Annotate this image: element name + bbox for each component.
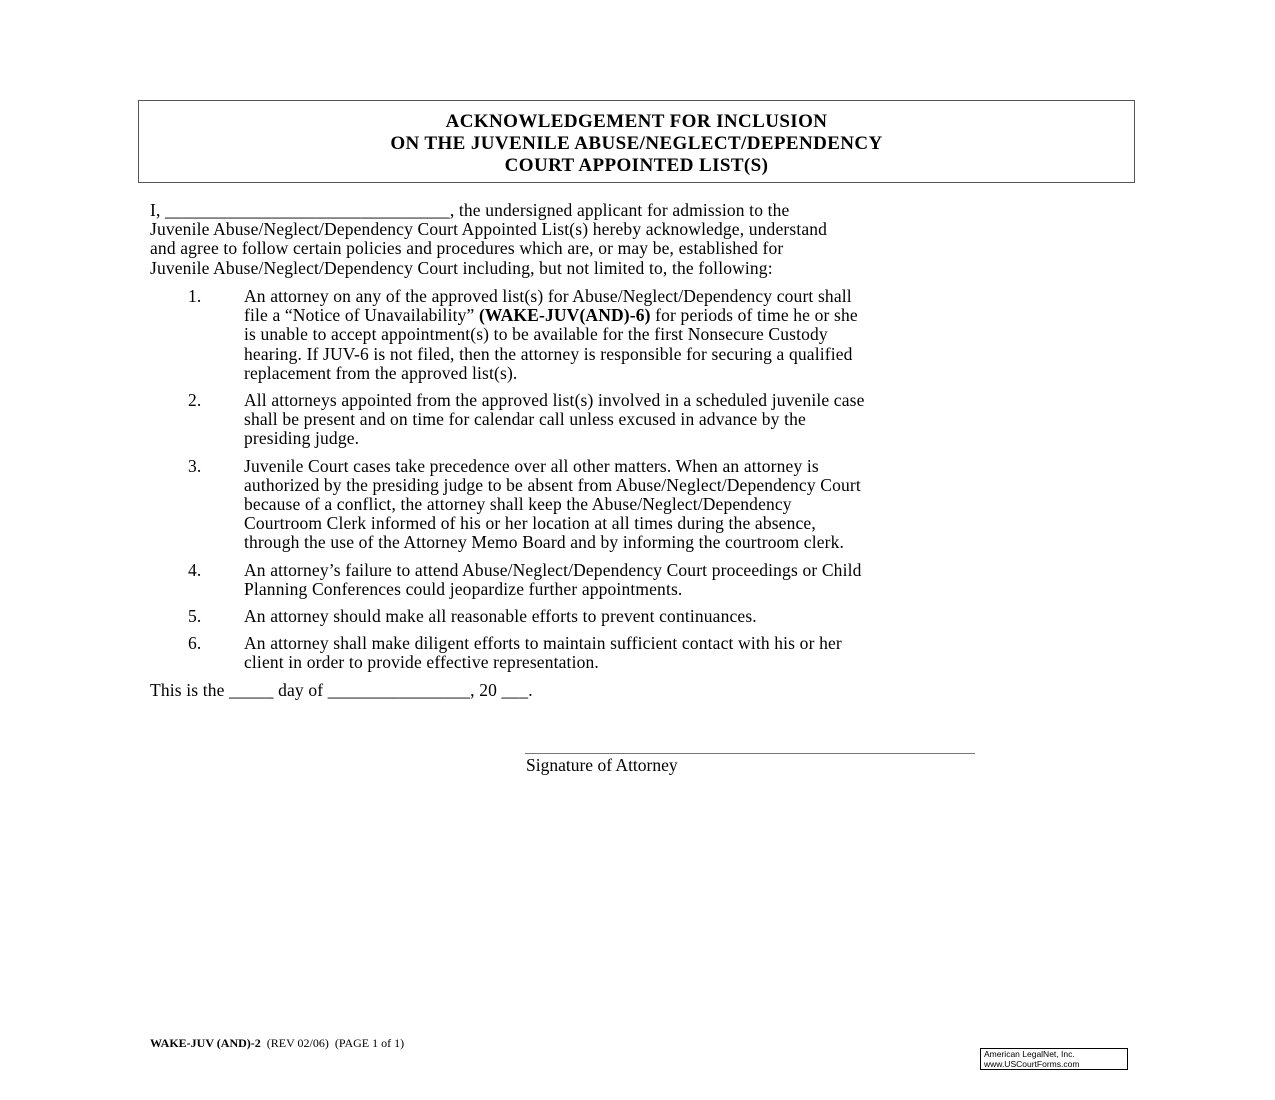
- policy-item-line: through the use of the Attorney Memo Board and by informing the courtroom clerk.: [244, 532, 845, 553]
- intro-line-2: Juvenile Abuse/Neglect/Dependency Court Appointed List(s) hereby acknowledge, understand: [150, 219, 828, 240]
- policy-item-line: Planning Conferences could jeopardize further appointments.: [244, 578, 683, 599]
- policy-item-number: 6.: [188, 633, 202, 654]
- policy-item-4: [150, 561, 1130, 599]
- intro-line-3: and agree to follow certain policies and procedures which are, or may be, established for: [150, 238, 784, 259]
- form-title-box: [138, 100, 1135, 183]
- policy-item-text: file a “Notice of Unavailability”: [244, 305, 479, 326]
- policy-item-1: [150, 287, 1130, 383]
- policy-item-line: presiding judge.: [244, 428, 360, 449]
- publisher-stamp: [980, 1048, 1128, 1070]
- policy-item-3: [150, 457, 1130, 553]
- policy-item-line: is unable to accept appointment(s) to be available for the first Nonsecure Custody: [244, 324, 828, 345]
- form-footer: [150, 1036, 404, 1050]
- policy-item-line: shall be present and on time for calendar call unless excused in advance by the: [244, 409, 806, 430]
- intro-line-4: Juvenile Abuse/Neglect/Dependency Court including, but not limited to, the following:: [150, 257, 773, 278]
- date-line: This is the _____ day of ________________, 20 ___.: [150, 680, 533, 700]
- policy-item-line: authorized by the presiding judge to be absent from Abuse/Neglect/Dependency Court: [244, 474, 861, 495]
- form-id: WAKE-JUV (AND)-2: [150, 1036, 261, 1050]
- intro-line-1: I, ________________________________, the undersigned applicant for admission to the: [150, 200, 790, 220]
- policy-item-2: [150, 391, 1130, 449]
- policy-item-line: Juvenile Court cases take precedence over all other matters. When an attorney is: [244, 455, 819, 476]
- policy-item-text: for periods of time he or she: [650, 305, 858, 326]
- policy-item-line: Courtroom Clerk informed of his or her location at all times during the absence,: [244, 513, 816, 534]
- policy-item-line: All attorneys appointed from the approved list(s) involved in a scheduled juvenile case: [244, 390, 865, 411]
- policy-item-number: 4.: [188, 559, 202, 580]
- policy-item-number: 3.: [188, 455, 202, 476]
- stamp-line-2: www.USCourtForms.com: [984, 1058, 1080, 1069]
- policy-item-line: because of a conflict, the attorney shall keep the Abuse/Neglect/Dependency: [244, 494, 792, 515]
- form-revision: (REV 02/06) (PAGE 1 of 1): [260, 1036, 405, 1050]
- signature-line: [525, 753, 975, 754]
- intro-paragraph: [150, 201, 1110, 278]
- form-title-line-1: ACKNOWLEDGEMENT FOR INCLUSION: [445, 111, 828, 132]
- policy-item-line: client in order to provide effective representation.: [244, 652, 599, 673]
- policy-item-line: An attorney shall make diligent efforts to maintain sufficient contact with his or her: [244, 633, 842, 654]
- policy-item-line: [244, 306, 1130, 325]
- signature-label: Signature of Attorney: [526, 755, 678, 775]
- policy-item-number: 1.: [188, 286, 202, 306]
- policy-list: [150, 287, 1130, 681]
- policy-item-5: [150, 607, 1130, 626]
- policy-item-line: hearing. If JUV-6 is not filed, then the attorney is responsible for securing a qualified: [244, 343, 853, 364]
- form-title-line-2: ON THE JUVENILE ABUSE/NEGLECT/DEPENDENCY: [390, 133, 883, 154]
- policy-item-number: 2.: [188, 390, 202, 411]
- policy-item-number: 5.: [188, 606, 202, 627]
- form-reference: (WAKE-JUV(AND)-6): [478, 305, 651, 326]
- policy-item-line: An attorney should make all reasonable efforts to prevent continuances.: [244, 606, 757, 627]
- stamp-line-1: American LegalNet, Inc.: [984, 1049, 1075, 1059]
- policy-item-line: An attorney on any of the approved list(s) for Abuse/Neglect/Dependency court shall: [244, 286, 852, 306]
- policy-item-6: [150, 634, 1130, 672]
- policy-item-line: replacement from the approved list(s).: [244, 362, 518, 383]
- form-title-line-3: COURT APPOINTED LIST(S): [504, 155, 769, 176]
- policy-item-line: An attorney’s failure to attend Abuse/Neglect/Dependency Court proceedings or Child: [244, 559, 862, 580]
